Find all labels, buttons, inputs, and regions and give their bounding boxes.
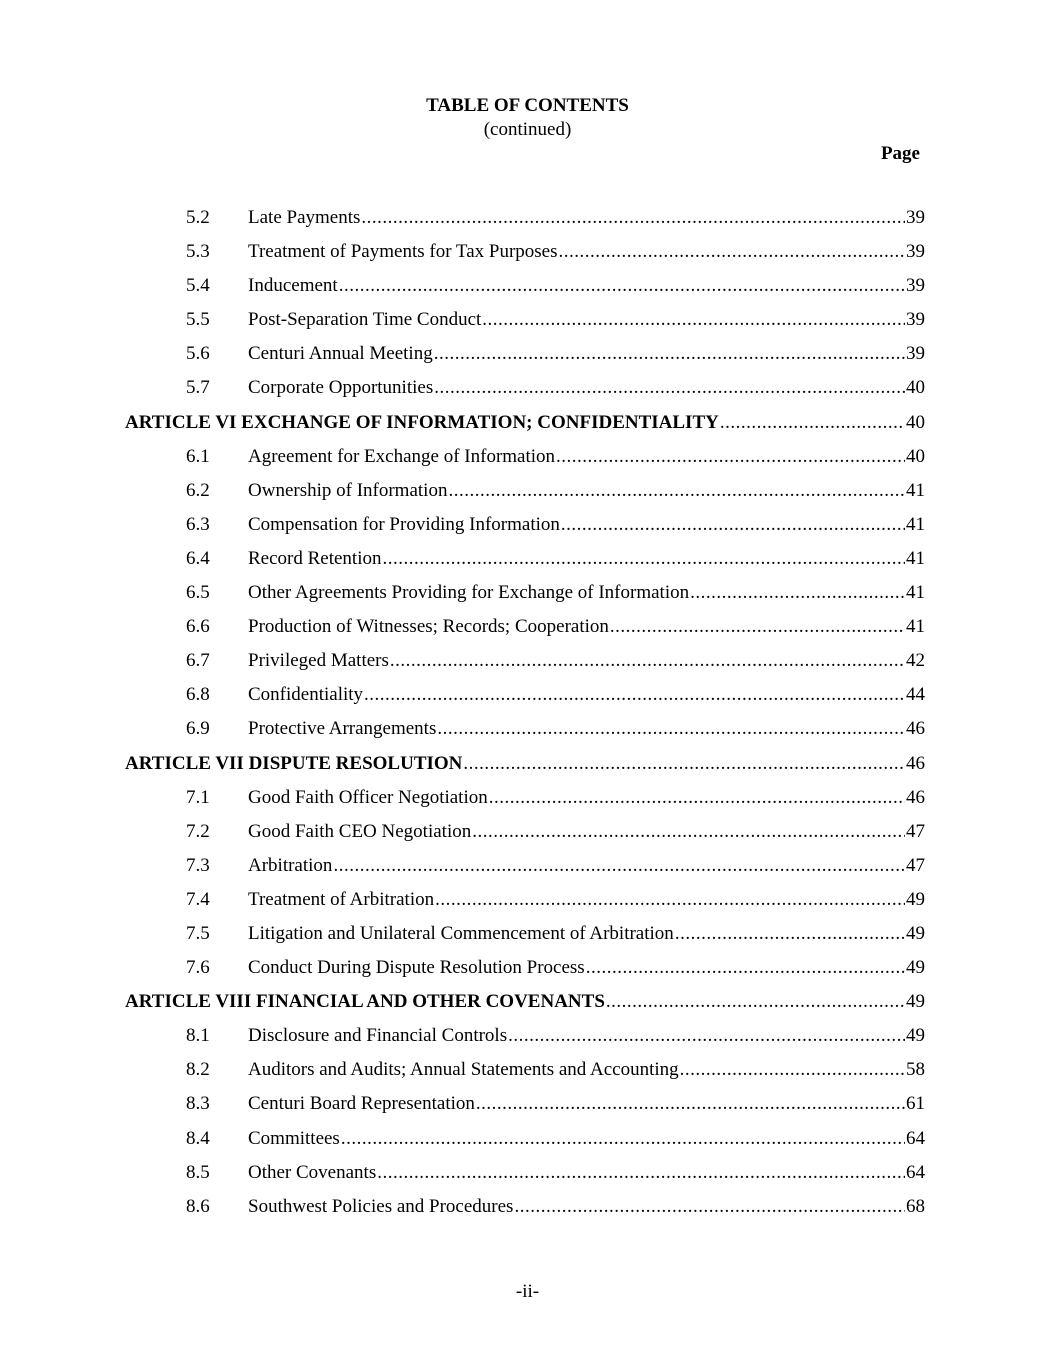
- toc-section-number: 8.6: [186, 1195, 210, 1217]
- toc-section-row[interactable]: [0, 678, 1055, 712]
- toc-section-number: 5.4: [186, 275, 210, 297]
- toc-entry: [248, 644, 925, 678]
- toc-section-row[interactable]: [0, 235, 1055, 269]
- toc-page-number: 41: [906, 616, 925, 638]
- toc-section-row[interactable]: [0, 644, 1055, 678]
- toc-page-number: 68: [906, 1195, 925, 1217]
- toc-entry: [248, 440, 925, 474]
- toc-page-number: 64: [906, 1161, 925, 1183]
- toc-entry: [248, 1190, 925, 1224]
- toc-section-number: 6.4: [186, 547, 210, 569]
- toc-section-number: 8.3: [186, 1093, 210, 1115]
- toc-section-number: 8.4: [186, 1127, 210, 1149]
- toc-page-number: 47: [906, 854, 925, 876]
- dot-leader: [437, 712, 905, 746]
- toc-entry: [248, 849, 925, 883]
- toc-section-title: Committees: [248, 1127, 340, 1149]
- toc-section-number: 7.4: [186, 888, 210, 910]
- toc-page-number: 42: [906, 650, 925, 672]
- toc-section-number: 5.6: [186, 343, 210, 365]
- toc-section-number: 6.5: [186, 582, 210, 604]
- toc-page-number: 46: [906, 786, 925, 808]
- toc-section-number: 6.3: [186, 513, 210, 535]
- toc-section-row[interactable]: [0, 576, 1055, 610]
- toc-entry: [248, 508, 925, 542]
- toc-article-title: ARTICLE VIII FINANCIAL AND OTHER COVENANTS: [125, 991, 605, 1013]
- toc-section-row[interactable]: [0, 917, 1055, 951]
- dot-leader: [690, 576, 905, 610]
- toc-entry: [248, 303, 925, 337]
- toc-section-row[interactable]: [0, 1156, 1055, 1190]
- dot-leader: [339, 269, 905, 303]
- toc-page-number: 40: [906, 445, 925, 467]
- toc-section-number: 6.6: [186, 616, 210, 638]
- toc-section-number: 7.5: [186, 922, 210, 944]
- toc-section-title: Other Agreements Providing for Exchange of Information: [248, 582, 690, 604]
- toc-section-title: Conduct During Dispute Resolution Process: [248, 957, 585, 979]
- toc-section-row[interactable]: [0, 371, 1055, 405]
- toc-section-number: 5.7: [186, 377, 210, 399]
- toc-section-row[interactable]: [0, 849, 1055, 883]
- toc-page-number: 44: [906, 684, 925, 706]
- toc-section-title: Arbitration: [248, 854, 333, 876]
- toc-section-row[interactable]: [0, 815, 1055, 849]
- dot-leader: [472, 815, 905, 849]
- page-subtitle: (continued): [483, 119, 572, 140]
- dot-leader: [680, 1053, 905, 1087]
- toc-entry: [248, 1122, 925, 1156]
- toc-entry: [248, 883, 925, 917]
- toc-section-row[interactable]: [0, 440, 1055, 474]
- toc-page-number: 39: [906, 275, 925, 297]
- toc-entry: [248, 235, 925, 269]
- toc-section-row[interactable]: [0, 303, 1055, 337]
- toc-section-title: Corporate Opportunities: [248, 377, 434, 399]
- toc-section-row[interactable]: [0, 1087, 1055, 1121]
- dot-leader: [610, 610, 905, 644]
- toc-section-row[interactable]: [0, 951, 1055, 985]
- toc-section-title: Confidentiality: [248, 684, 364, 706]
- toc-section-title: Litigation and Unilateral Commencement of Arbitration: [248, 922, 674, 944]
- dot-leader: [514, 1190, 905, 1224]
- dot-leader: [463, 747, 905, 781]
- toc-page-number: 39: [906, 241, 925, 263]
- toc-section-row[interactable]: [0, 474, 1055, 508]
- toc-page-number: 64: [906, 1127, 925, 1149]
- dot-leader: [720, 406, 905, 440]
- dot-leader: [675, 917, 905, 951]
- toc-section-number: 6.1: [186, 445, 210, 467]
- toc-section-number: 8.2: [186, 1059, 210, 1081]
- page-number-footer: -ii-: [515, 1281, 540, 1302]
- toc-section-row[interactable]: [0, 201, 1055, 235]
- toc-page-number: 41: [906, 479, 925, 501]
- toc-page-number: 46: [906, 752, 925, 774]
- toc-section-title: Other Covenants: [248, 1161, 377, 1183]
- toc-section-number: 7.3: [186, 854, 210, 876]
- toc-section-title: Centuri Board Representation: [248, 1093, 475, 1115]
- toc-section-title: Record Retention: [248, 547, 382, 569]
- toc-section-row[interactable]: [0, 508, 1055, 542]
- toc-section-title: Treatment of Arbitration: [248, 888, 435, 910]
- dot-leader: [508, 1019, 905, 1053]
- toc-article-row[interactable]: [0, 406, 1055, 440]
- toc-page-number: 49: [906, 922, 925, 944]
- toc-section-title: Post-Separation Time Conduct: [248, 309, 482, 331]
- toc-entry: [125, 747, 925, 781]
- toc-entry: [125, 985, 925, 1019]
- toc-entry: [248, 610, 925, 644]
- toc-section-title: Auditors and Audits; Annual Statements and Accounting: [248, 1059, 679, 1081]
- table-of-contents: [0, 201, 1055, 1224]
- dot-leader: [482, 303, 905, 337]
- toc-section-title: Protective Arrangements: [248, 718, 437, 740]
- toc-section-number: 7.6: [186, 957, 210, 979]
- toc-page-number: 49: [906, 957, 925, 979]
- dot-leader: [435, 883, 905, 917]
- toc-entry: [248, 781, 925, 815]
- toc-entry: [248, 269, 925, 303]
- toc-section-title: Late Payments: [248, 207, 361, 228]
- toc-section-row[interactable]: [0, 883, 1055, 917]
- toc-section-number: 5.3: [186, 241, 210, 263]
- toc-entry: [248, 474, 925, 508]
- toc-section-row[interactable]: [0, 610, 1055, 644]
- toc-entry: [248, 678, 925, 712]
- toc-page-number: 49: [906, 888, 925, 910]
- toc-section-number: 7.2: [186, 820, 210, 842]
- toc-entry: [248, 1053, 925, 1087]
- toc-entry: [248, 371, 925, 405]
- toc-section-number: 6.8: [186, 684, 210, 706]
- dot-leader: [561, 508, 905, 542]
- toc-section-title: Inducement: [248, 275, 338, 297]
- toc-page-number: 41: [906, 582, 925, 604]
- toc-entry: [248, 1156, 925, 1190]
- toc-entry: [125, 406, 925, 440]
- toc-section-title: Southwest Policies and Procedures: [248, 1195, 514, 1217]
- toc-entry: [248, 542, 925, 576]
- toc-article-title: ARTICLE VI EXCHANGE OF INFORMATION; CONFIDENTIALITY: [125, 411, 719, 433]
- toc-section-title: Centuri Annual Meeting: [248, 343, 433, 365]
- dot-leader: [434, 337, 905, 371]
- dot-leader: [586, 951, 905, 985]
- toc-entry: [248, 337, 925, 371]
- dot-leader: [556, 440, 905, 474]
- dot-leader: [333, 849, 905, 883]
- toc-section-row[interactable]: [0, 1190, 1055, 1224]
- dot-leader: [559, 235, 905, 269]
- toc-section-number: 6.9: [186, 718, 210, 740]
- dot-leader: [476, 1087, 905, 1121]
- toc-section-number: 6.2: [186, 479, 210, 501]
- toc-article-row[interactable]: [0, 985, 1055, 1019]
- toc-section-title: Ownership of Information: [248, 479, 448, 501]
- toc-entry: [248, 1019, 925, 1053]
- toc-page-number: 40: [906, 377, 925, 399]
- toc-section-title: Good Faith CEO Negotiation: [248, 820, 472, 842]
- dot-leader: [377, 1156, 905, 1190]
- toc-page-number: 39: [906, 343, 925, 365]
- toc-page-number: 39: [906, 207, 925, 228]
- toc-section-row[interactable]: [0, 337, 1055, 371]
- toc-page-number: 40: [906, 411, 925, 433]
- toc-article-title: ARTICLE VII DISPUTE RESOLUTION: [125, 752, 463, 774]
- toc-section-row[interactable]: [0, 781, 1055, 815]
- toc-section-title: Privileged Matters: [248, 650, 389, 672]
- toc-page-number: 49: [906, 1025, 925, 1047]
- toc-section-title: Compensation for Providing Information: [248, 513, 560, 535]
- dot-leader: [390, 644, 905, 678]
- toc-section-number: 5.2: [186, 207, 210, 228]
- toc-article-row[interactable]: [0, 747, 1055, 781]
- toc-entry: [248, 951, 925, 985]
- toc-section-number: 5.5: [186, 309, 210, 331]
- toc-section-row[interactable]: [0, 269, 1055, 303]
- toc-section-row[interactable]: [0, 1019, 1055, 1053]
- toc-section-number: 8.5: [186, 1161, 210, 1183]
- dot-leader: [606, 985, 905, 1019]
- toc-section-number: 7.1: [186, 786, 210, 808]
- toc-entry: [248, 917, 925, 951]
- toc-section-number: 8.1: [186, 1025, 210, 1047]
- toc-entry: [248, 201, 925, 235]
- toc-page-number: 41: [906, 547, 925, 569]
- toc-section-row[interactable]: [0, 1053, 1055, 1087]
- toc-entry: [248, 576, 925, 610]
- toc-page-number: 39: [906, 309, 925, 331]
- toc-page-number: 41: [906, 513, 925, 535]
- dot-leader: [489, 781, 905, 815]
- toc-page-number: 46: [906, 718, 925, 740]
- page-title: TABLE OF CONTENTS: [426, 95, 629, 116]
- toc-entry: [248, 712, 925, 746]
- dot-leader: [448, 474, 905, 508]
- toc-page-number: 47: [906, 820, 925, 842]
- dot-leader: [341, 1122, 905, 1156]
- toc-section-number: 6.7: [186, 650, 210, 672]
- dot-leader: [383, 542, 906, 576]
- toc-page-number: 49: [906, 991, 925, 1013]
- toc-page-number: 61: [906, 1093, 925, 1115]
- toc-section-title: Good Faith Officer Negotiation: [248, 786, 488, 808]
- toc-section-title: Treatment of Payments for Tax Purposes: [248, 241, 558, 263]
- toc-section-title: Agreement for Exchange of Information: [248, 445, 556, 467]
- toc-section-title: Disclosure and Financial Controls: [248, 1025, 508, 1047]
- toc-entry: [248, 1087, 925, 1121]
- toc-entry: [248, 815, 925, 849]
- toc-section-row[interactable]: [0, 1122, 1055, 1156]
- dot-leader: [364, 678, 905, 712]
- dot-leader: [361, 201, 905, 235]
- page-column-heading: Page: [880, 143, 920, 164]
- toc-section-title: Production of Witnesses; Records; Cooperation: [248, 616, 609, 638]
- toc-page-number: 58: [906, 1059, 925, 1081]
- toc-section-row[interactable]: [0, 542, 1055, 576]
- dot-leader: [434, 371, 905, 405]
- toc-section-row[interactable]: [0, 712, 1055, 746]
